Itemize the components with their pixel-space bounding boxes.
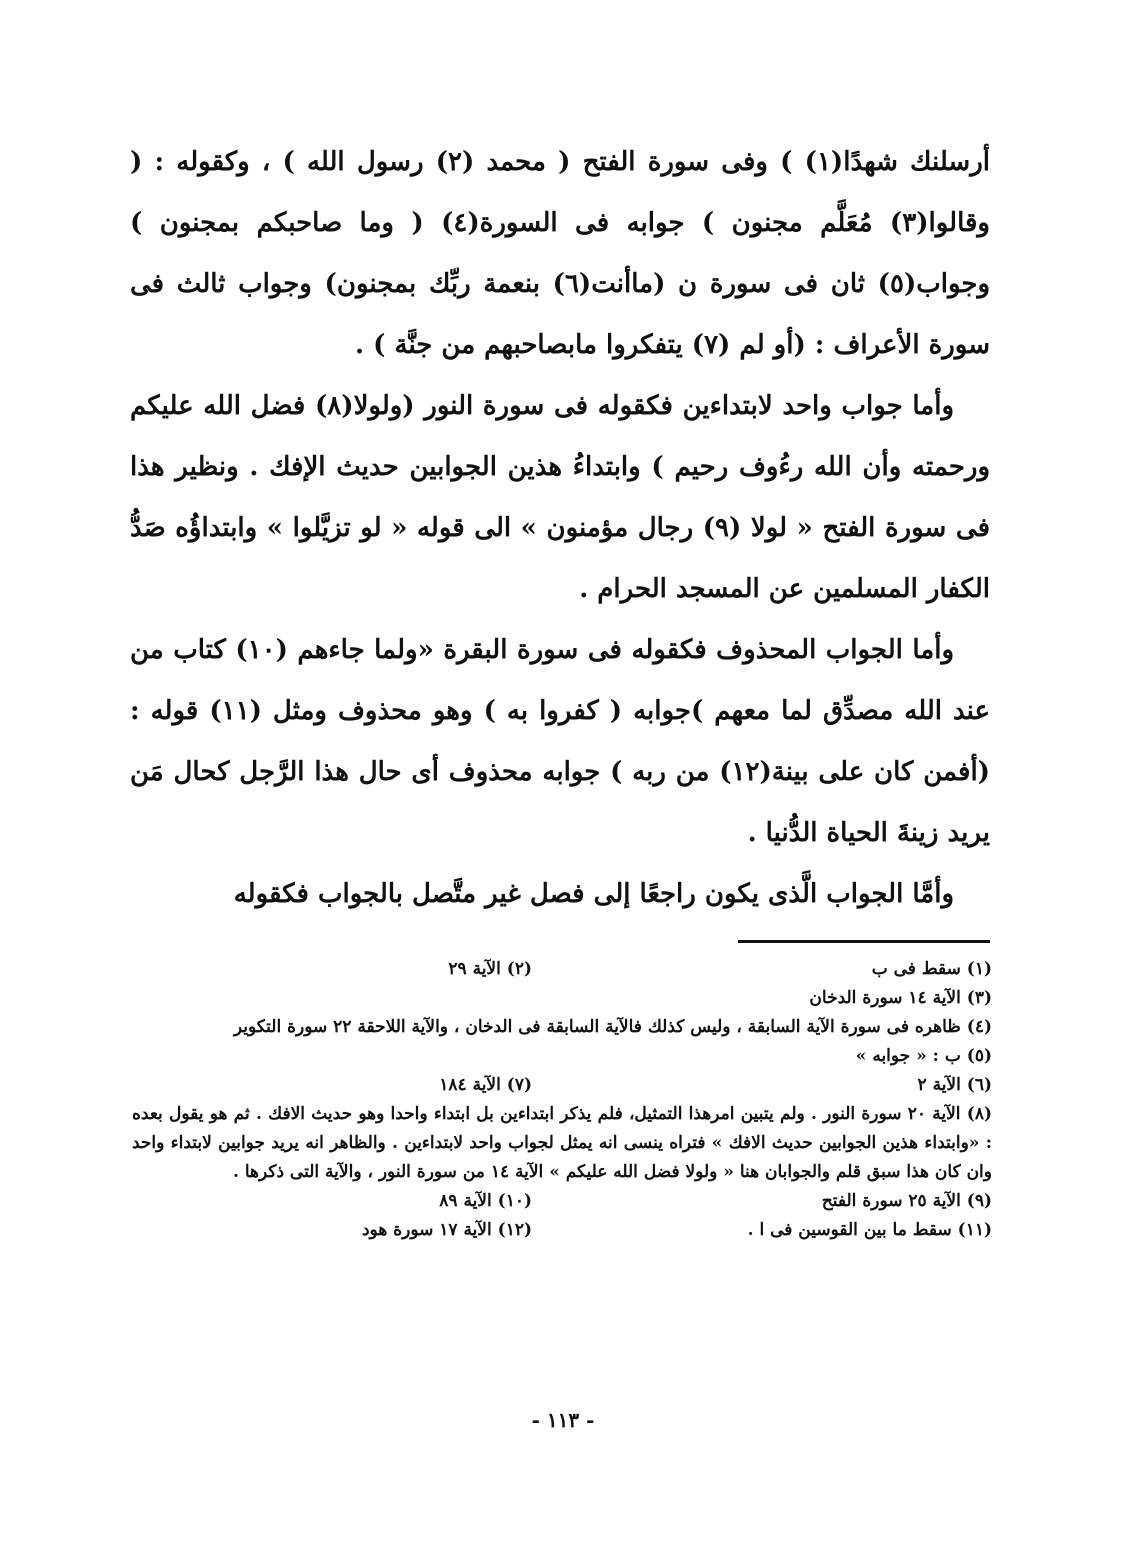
paragraph-1: أرسلنك شهدًا(١) ) وفى سورة الفتح ( محمد (٢) رسول الله ) ، وكقوله : ( وقالوا(٣) مُعَلَّم مجنون ) جوابه فى السورة(٤) ( وما صاحبكم بمجنون ) وجواب(٥) ثان فى سورة ن (ماأنت(٦) بنعمة ربِّك بمجنون) وجواب ثالث فى سورة الأعراف : (أو لم (٧) يتفكروا مابصاحبهم من جنَّة ) . (130, 147, 990, 360)
footnote-7: (٧) الآية ١٨٤ (439, 1075, 532, 1095)
footnote-12: (١٢) الآية ١٧ سورة هود (361, 1220, 532, 1240)
footnote-1: (١) سقط فى ب (871, 959, 992, 979)
main-text (130, 132, 990, 925)
footnote-4: (٤) ظاهره فى سورة الآية السابقة ، وليس كذلك فالآية السابقة فى الدخان ، والآية اللاحقة ٢٢ سورة التكوير (233, 1017, 992, 1037)
footnotes (132, 955, 992, 1245)
footnote-row (132, 1216, 992, 1245)
footnote-6: (٦) الآية ٢ (917, 1075, 992, 1095)
footnote-10: (١٠) الآية ٨٩ (439, 1191, 532, 1211)
footnote-8: (٨) الآية ٢٠ سورة النور . ولم يتبين امرهذا التمثيل، فلم يذكر ابتداءين بل ابتداء واحدا وهو حديث الافك . ثم هو يقول بعده : «وابتداء هذين الجوابين حديث الافك » فتراه ينسى انه يمثل لجواب واحد لابتداءين . والظاهر انه يريد جوابين لابتداء واحد وان كان هذا سبق قلم والجوابان هنا « ولولا فضل الله عليكم » الآية ١٤ من سورة النور ، والآية التى ذكرها . (132, 1104, 992, 1182)
footnote-11: (١١) سقط ما بين القوسين فى ا . (747, 1220, 992, 1240)
footnote-5: (٥) ب : « جوابه » (855, 1046, 992, 1066)
footnote-row (132, 1071, 992, 1100)
footnote-separator (738, 940, 990, 943)
page-number: - ١١٣ - (531, 1408, 595, 1432)
footnote-9: (٩) الآية ٢٥ سورة الفتح (821, 1191, 992, 1211)
footnote-3: (٣) الآية ١٤ سورة الدخان (809, 988, 992, 1008)
paragraph-2: وأما جواب واحد لابتداءين فكقوله فى سورة النور (ولولا(٨) فضل الله عليكم ورحمته وأن الله رءُوف رحيم ) وابتداءُ هذين الجوابين حديث الإفك . ونظير هذا فى سورة الفتح « لولا (٩) رجال مؤمنون » الى قوله « لو تزيَّلوا » وابتداؤُه صَدُّ الكفار المسلمين عن المسجد الحرام . (130, 391, 991, 604)
footnote-row (132, 955, 992, 984)
footnote-2: (٢) الآية ٢٩ (448, 959, 532, 979)
footnote-row (132, 1187, 992, 1216)
paragraph-4: وأمَّا الجواب الَّذى يكون راجعًا إلى فصل غير متَّصل بالجواب فكقوله (233, 879, 954, 909)
paragraph-3: وأما الجواب المحذوف فكقوله فى سورة البقرة «ولما جاءهم (١٠) كتاب من عند الله مصدِّق لما معهم )جوابه ( كفروا به ) وهو محذوف ومثل (١١) قوله : (أفمن كان على بينة(١٢) من ربه ) جوابه محذوف أى حال هذا الرَّجل كحال مَن يريد زينةَ الحياة الدُّنيا . (130, 635, 990, 848)
